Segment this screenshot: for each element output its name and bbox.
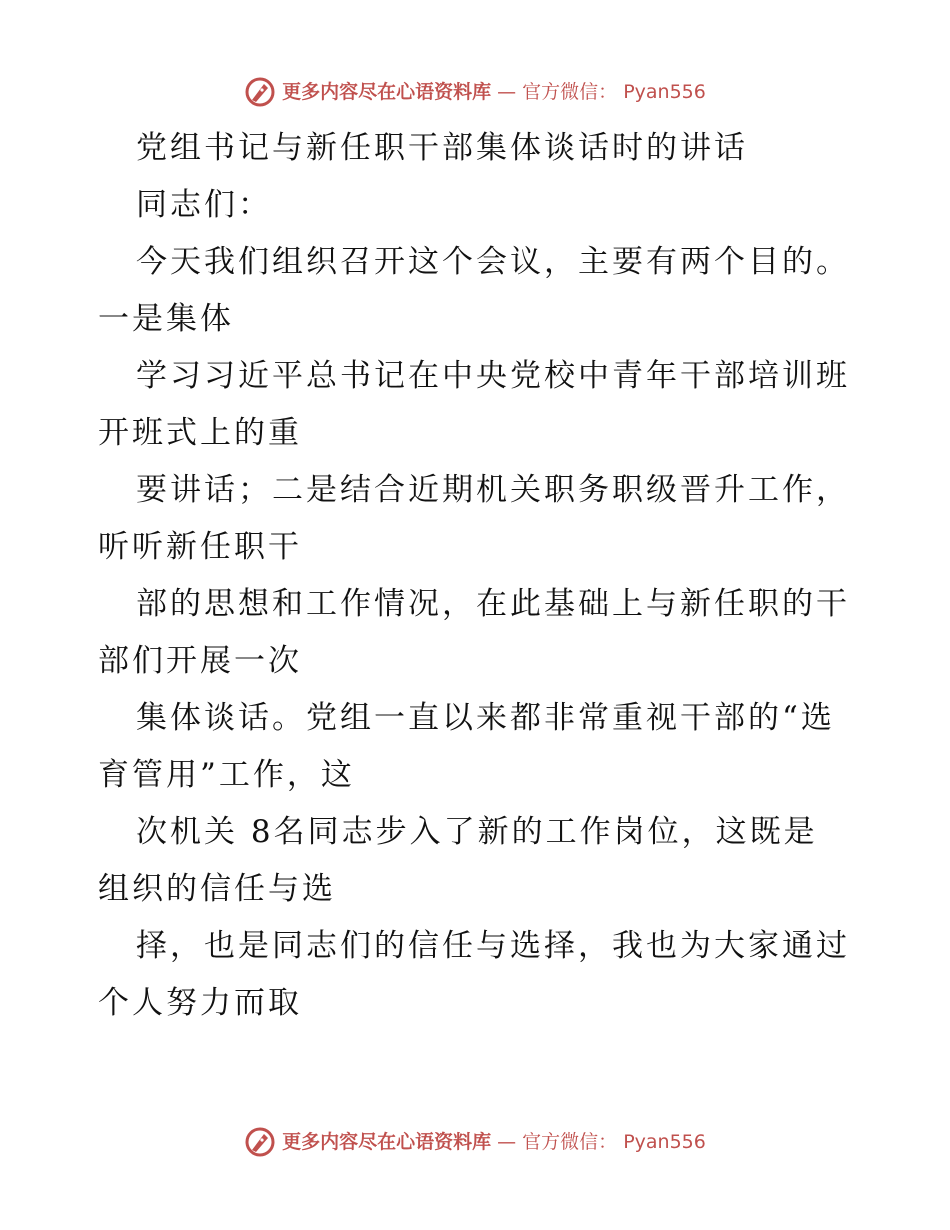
watermark-dash: —: [497, 1131, 517, 1153]
paragraph-lines: [98, 234, 858, 1032]
text-line: 学习习近平总书记在中央党校中青年干部培训班: [136, 358, 850, 394]
pen-nib-logo-icon: [244, 76, 276, 108]
watermark-label: 官方微信：: [522, 1131, 618, 1153]
watermark-dash: —: [497, 81, 517, 103]
text-line: 一是集体: [98, 301, 234, 337]
watermark-wechat-id: Pyan556: [623, 81, 706, 103]
text-line: 育管用”工作，这: [98, 757, 355, 793]
text-line: 要讲话；二是结合近期机关职务职级晋升工作，: [136, 472, 850, 508]
watermark-main-text: 更多内容尽在心语资料库: [282, 1131, 492, 1153]
text-line: 部的思想和工作情况，在此基础上与新任职的干: [136, 586, 850, 622]
document-salutation: 同志们：: [136, 187, 272, 223]
text-line: 今天我们组织召开这个会议，主要有两个目的。: [136, 244, 850, 280]
text-line: 开班式上的重: [98, 415, 302, 451]
watermark-label: 官方微信：: [522, 81, 618, 103]
text-line: 个人努力而取: [98, 985, 302, 1021]
watermark-banner-bottom: [0, 1126, 950, 1158]
pen-nib-logo-icon: [244, 1126, 276, 1158]
text-line: 听听新任职干: [98, 529, 302, 565]
document-title: 党组书记与新任职干部集体谈话时的讲话: [136, 130, 748, 166]
watermark-banner-top: [0, 76, 950, 108]
text-line: 部们开展一次: [98, 643, 302, 679]
watermark-main-text: 更多内容尽在心语资料库: [282, 81, 492, 103]
watermark-wechat-id: Pyan556: [623, 1131, 706, 1153]
text-line: 集体谈话。党组一直以来都非常重视干部的“选: [136, 700, 835, 736]
text-line: 次机关 8名同志步入了新的工作岗位，这既是: [136, 814, 818, 850]
text-line: 组织的信任与选: [98, 871, 336, 907]
text-line: 择，也是同志们的信任与选择，我也为大家通过: [136, 928, 850, 964]
document-body: [98, 120, 858, 1032]
